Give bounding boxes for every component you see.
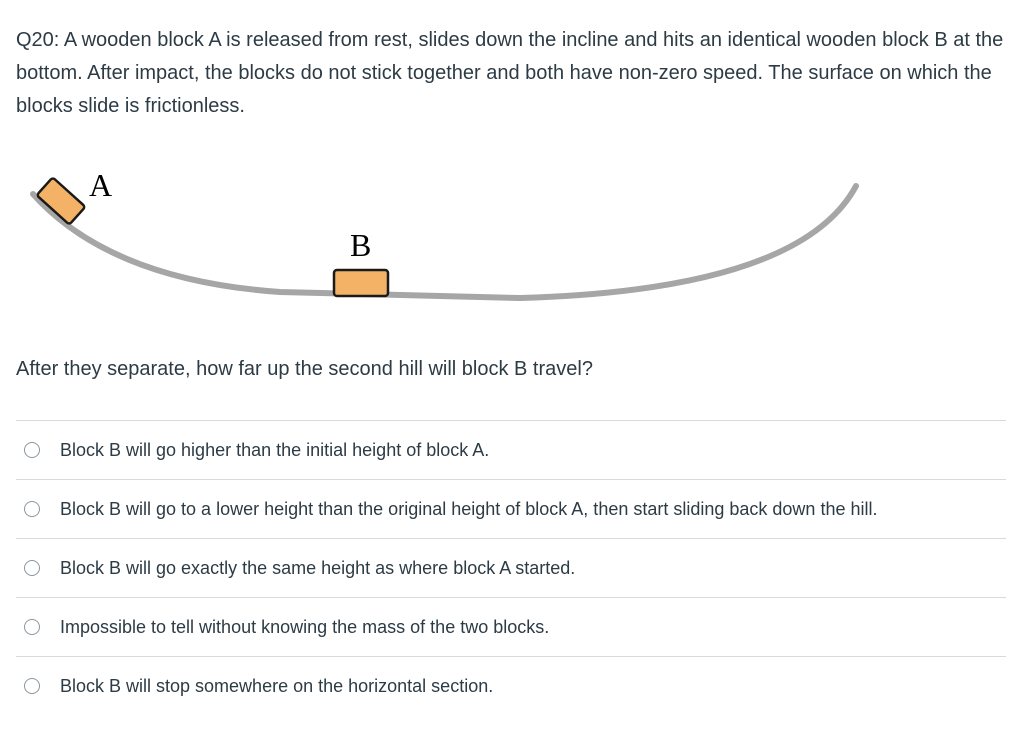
radio-button[interactable]: [24, 501, 40, 517]
track-diagram: [0, 160, 880, 320]
answer-option-3[interactable]: [16, 539, 1006, 598]
radio-button[interactable]: [24, 560, 40, 576]
block-b: [334, 270, 388, 296]
radio-button[interactable]: [24, 442, 40, 458]
answer-option-1[interactable]: [16, 421, 1006, 480]
answer-list: [16, 420, 1006, 715]
answer-label: Block B will stop somewhere on the horizontal section.: [60, 675, 494, 696]
radio-button[interactable]: [24, 678, 40, 694]
block-b-label: B: [350, 227, 372, 263]
radio-button[interactable]: [24, 619, 40, 635]
answer-label: Block B will go to a lower height than the original height of block A, then start sliding back down the hill.: [60, 498, 878, 519]
block-a-label: A: [89, 167, 113, 203]
question-prompt: After they separate, how far up the second hill will block B travel?: [16, 358, 593, 380]
answer-label: Impossible to tell without knowing the mass of the two blocks.: [60, 616, 550, 637]
answer-label: Block B will go higher than the initial height of block A.: [60, 439, 490, 460]
answer-option-5[interactable]: [16, 657, 1006, 715]
block-a: [37, 177, 86, 224]
track-curve: [33, 186, 856, 298]
answer-option-4[interactable]: [16, 598, 1006, 657]
question-text: Q20: A wooden block A is released from rest, slides down the incline and hits an identical wooden block B at the bottom. After impact, the blocks do not stick together and both have non-zero speed. The surface on which the blocks slide is frictionless.: [16, 29, 1004, 117]
answer-label: Block B will go exactly the same height as where block A started.: [60, 557, 576, 578]
answer-option-2[interactable]: [16, 480, 1006, 539]
